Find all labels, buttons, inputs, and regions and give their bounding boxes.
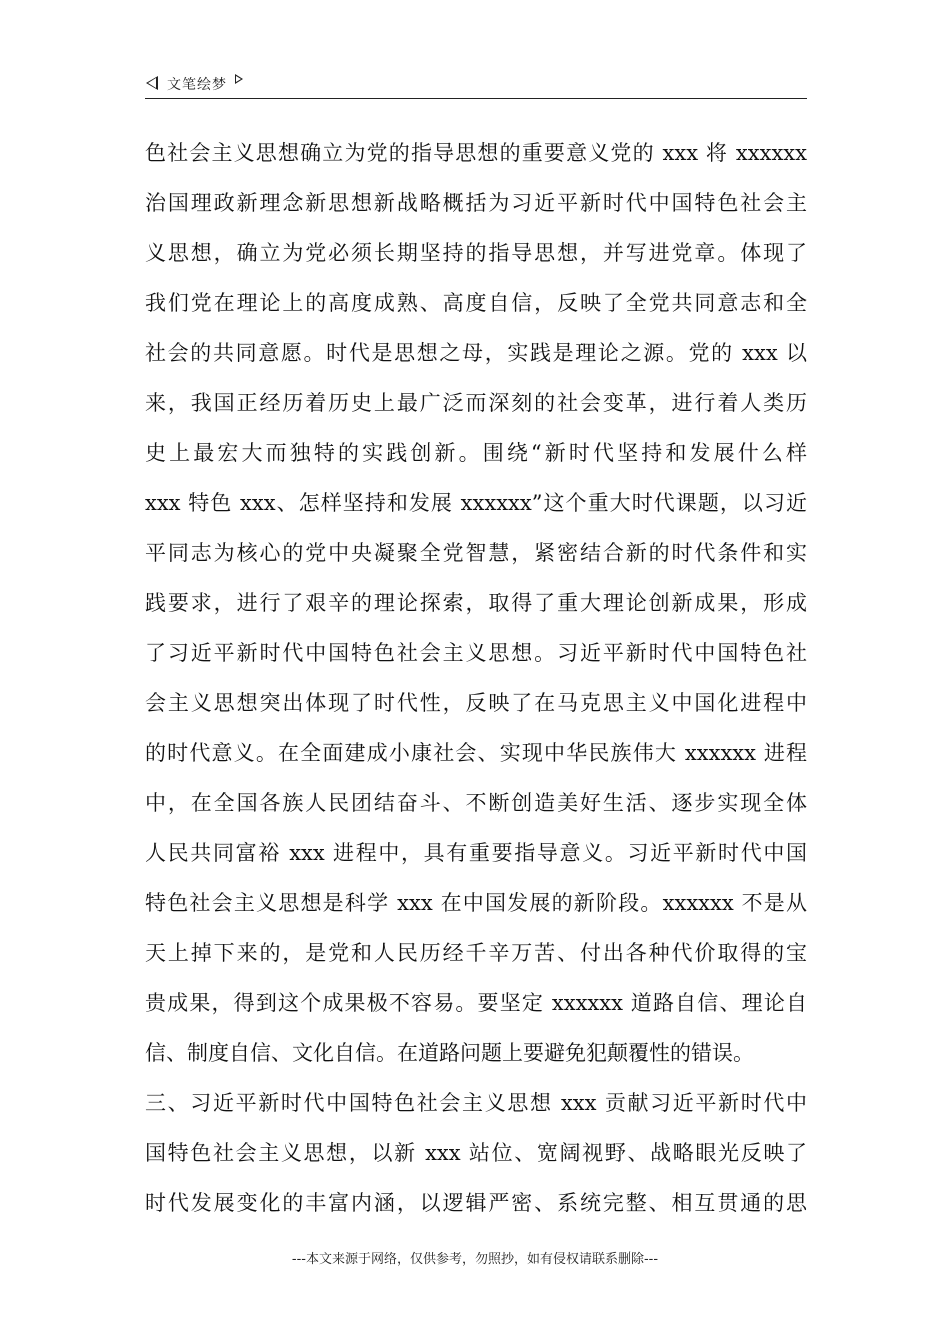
text-line: 了习近平新时代中国特色社会主义思想。习近平新时代中国特色社 bbox=[145, 641, 807, 665]
text-line: xxx 特色 xxx、怎样坚持和发展 xxxxxx”这个重大时代课题，以习近 bbox=[145, 491, 807, 515]
text-line: 色社会主义思想确立为党的指导思想的重要意义党的 xxx 将 xxxxxx bbox=[145, 141, 807, 165]
text-line: 国特色社会主义思想，以新 xxx 站位、宽阔视野、战略眼光反映了 bbox=[145, 1141, 807, 1165]
page-header bbox=[145, 70, 807, 99]
text-line: 三、习近平新时代中国特色社会主义思想 xxx 贡献习近平新时代中 bbox=[145, 1091, 807, 1115]
text-line: 贵成果，得到这个成果极不容易。要坚定 xxxxxx 道路自信、理论自 bbox=[145, 991, 807, 1015]
text-line: 践要求，进行了艰辛的理论探索，取得了重大理论创新成果，形成 bbox=[145, 591, 807, 615]
text-line: 的时代意义。在全面建成小康社会、实现中华民族伟大 xxxxxx 进程 bbox=[145, 741, 807, 765]
triangle-left-icon bbox=[146, 76, 158, 90]
text-line: 义思想，确立为党必须长期坚持的指导思想，并写进党章。体现了 bbox=[145, 241, 807, 265]
text-line: 特色社会主义思想是科学 xxx 在中国发展的新阶段。xxxxxx 不是从 bbox=[145, 891, 807, 915]
text-line: 平同志为核心的党中央凝聚全党智慧，紧密结合新的时代条件和实 bbox=[145, 541, 807, 565]
text-line: 史上最宏大而独特的实践创新。围绕“新时代坚持和发展什么样 bbox=[145, 441, 807, 465]
header-title: 文笔绘梦 bbox=[167, 77, 227, 93]
page-footer: ---本文来源于网络，仅供参考，勿照抄，如有侵权请联系删除--- bbox=[291, 1252, 659, 1267]
text-line: 信、制度自信、文化自信。在道路问题上要避免犯颠覆性的错误。 bbox=[145, 1041, 754, 1065]
text-line: 人民共同富裕 xxx 进程中，具有重要指导意义。习近平新时代中国 bbox=[145, 841, 807, 865]
text-line: 会主义思想突出体现了时代性，反映了在马克思主义中国化进程中 bbox=[145, 691, 807, 715]
text-line: 天上掉下来的，是党和人民历经千辛万苦、付出各种代价取得的宝 bbox=[145, 941, 807, 965]
text-line: 治国理政新理念新思想新战略概括为习近平新时代中国特色社会主 bbox=[145, 191, 807, 215]
text-line: 社会的共同意愿。时代是思想之母，实践是理论之源。党的 xxx 以 bbox=[145, 341, 807, 365]
triangle-right-icon bbox=[235, 74, 243, 84]
text-line: 我们党在理论上的高度成熟、高度自信，反映了全党共同意志和全 bbox=[145, 291, 807, 315]
text-line: 中，在全国各族人民团结奋斗、不断创造美好生活、逐步实现全体 bbox=[145, 791, 807, 815]
text-line: 时代发展变化的丰富内涵，以逻辑严密、系统完整、相互贯通的思 bbox=[145, 1191, 807, 1215]
text-line: 来，我国正经历着历史上最广泛而深刻的社会变革，进行着人类历 bbox=[145, 391, 807, 415]
document-body bbox=[145, 128, 807, 1228]
